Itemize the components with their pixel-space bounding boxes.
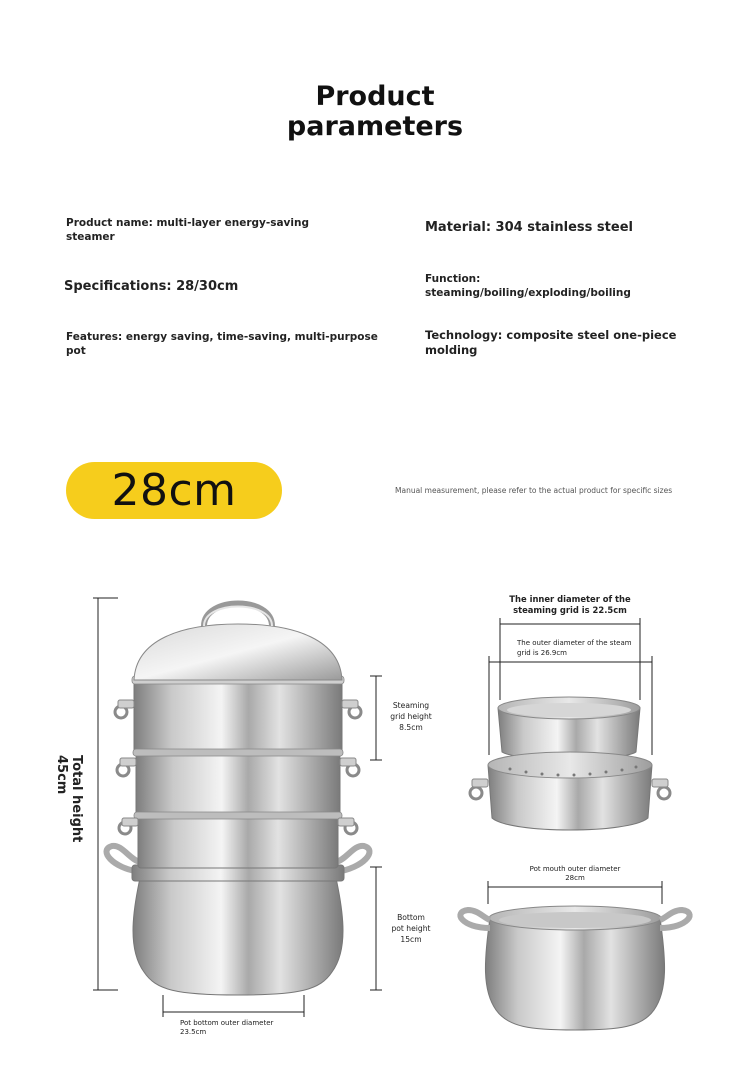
size-badge: 28cm [66, 462, 282, 519]
total-height-text: Total height [69, 755, 84, 843]
param-product-name-line2: steamer [66, 231, 115, 243]
title-line-2: parameters [286, 111, 464, 142]
param-specifications: Specifications: 28/30cm [64, 279, 239, 294]
pot-mouth-diameter-value: 28cm [565, 874, 585, 882]
outer-diameter-line2: grid is 26.9cm [517, 649, 568, 657]
bottom-diameter-text: Pot bottom outer diameter [180, 1019, 274, 1027]
steaming-grid-ring [470, 752, 670, 830]
bottom-diameter-label [180, 1019, 273, 1037]
pot-mouth-diameter-label [500, 865, 650, 883]
inner-diameter-line2: steaming grid is 22.5cm [513, 605, 627, 615]
steaming-grid-height-line2: grid height [390, 712, 432, 721]
total-height-label [54, 755, 84, 842]
param-material: Material: 304 stainless steel [425, 220, 633, 235]
param-function-line2: steaming/boiling/exploding/boiling [425, 287, 631, 299]
steaming-grid-height-line1: Steaming [392, 701, 430, 710]
param-product-name-line1: Product name: multi-layer energy-saving [66, 217, 309, 229]
bottom-pot-height-value: 15cm [400, 935, 422, 944]
title-line-1: Product [315, 81, 435, 112]
param-technology-line2: molding [425, 343, 478, 357]
bottom-pot-height-line2: pot height [391, 924, 431, 933]
steaming-grid-height-value: 8.5cm [399, 723, 423, 732]
param-technology-line1: Technology: composite steel one-piece [425, 328, 677, 342]
measurement-note: Manual measurement, please refer to the actual product for specific sizes [395, 486, 673, 495]
param-function-line1: Function: [425, 273, 481, 285]
pot-mouth-diameter-text: Pot mouth outer diameter [529, 865, 621, 873]
pot-mouth-dimension [488, 881, 662, 904]
total-height-value: 45cm [54, 755, 69, 795]
bottom-pot-height-dimension [370, 867, 382, 990]
steaming-grid-height-label [383, 700, 439, 733]
inner-diameter-label [500, 594, 640, 616]
bottom-diameter-value: 23.5cm [180, 1028, 207, 1036]
outer-diameter-line1: The outer diameter of the steam [517, 639, 632, 647]
bottom-pot [460, 906, 689, 1030]
param-features-line2: pot [66, 345, 86, 357]
total-height-dimension [93, 598, 118, 990]
outer-diameter-label [517, 638, 632, 658]
steamer-stack [107, 604, 370, 996]
param-features-line1: Features: energy saving, time-saving, multi-purpose [66, 331, 378, 343]
steaming-grid-height-dimension [370, 676, 382, 760]
bottom-diameter-dimension [163, 995, 304, 1017]
inner-diameter-line1: The inner diameter of the [509, 594, 631, 604]
bottom-pot-height-line1: Bottom [397, 913, 425, 922]
bottom-pot-height-label [383, 912, 439, 945]
steaming-grid-tray [498, 697, 640, 760]
